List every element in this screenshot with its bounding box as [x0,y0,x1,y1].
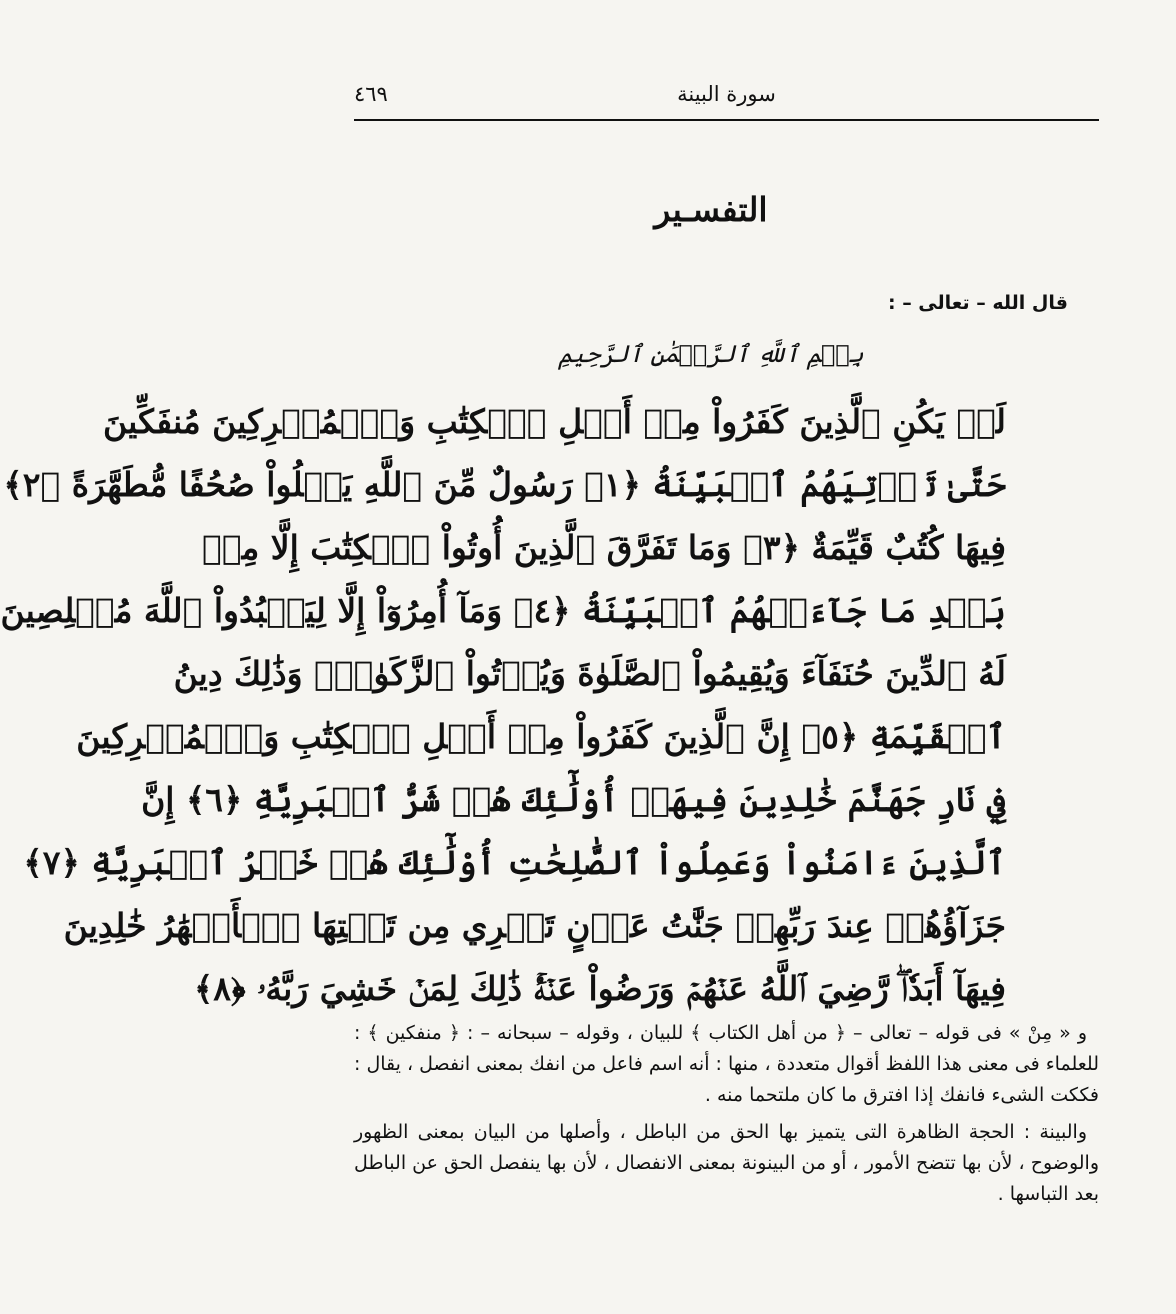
verse-line: فِيهَا كُتُبٌ قَيِّمَةٌ ﴿٣﴾ وَمَا تَفَرَّقَ ٱلَّذِينَ أُوتُواْ ٱلۡكِتَٰبَ إِلَّا مِنۢ [202,528,1006,567]
verse-line: فِيهَآ أَبَدٗاۖ رَّضِيَ ٱللَّهُ عَنۡهُمۡ وَرَضُواْ عَنۡهُۚ ذَٰلِكَ لِمَنۡ خَشِيَ رَبَّهُۥ ﴿٨﴾ [193,969,1006,1008]
header-divider [354,119,1099,121]
commentary-paragraph: و « مِنْ » فى قوله – تعالى – ﴿ من أهل الكتاب ﴾ للبيان ، وقوله – سبحانه – : ﴿ منفكين ﴾ : للعلماء فى معنى هذا اللفظ أقوال متعددة ، منها : أنه اسم فاعل من انفك بمعنى انفصل ، يقال : فككت الشىء فانفك إذا افترق ما كان ملتحما منه . [354,1022,1099,1106]
section-heading: التفسـير [654,190,768,229]
surah-title: سورة البينة [677,82,776,106]
verse-line: حَتَّىٰ تَأۡتِيَهُمُ ٱلۡبَيِّنَةُ ﴿١﴾ رَسُولٌ مِّنَ ٱللَّهِ يَتۡلُواْ صُحُفًا مُّطَهَّرَةً ﴿٢﴾ [3,465,1006,504]
verse-line: جَزَآؤُهُمۡ عِندَ رَبِّهِمۡ جَنَّٰتُ عَدۡنٍ تَجۡرِي مِن تَحۡتِهَا ٱلۡأَنۡهَٰرُ خَٰلِدِينَ [63,906,1006,945]
verse-line: ٱلۡقَيِّمَةِ ﴿٥﴾ إِنَّ ٱلَّذِينَ كَفَرُواْ مِنۡ أَهۡلِ ٱلۡكِتَٰبِ وَٱلۡمُشۡرِكِينَ [76,717,1006,756]
verse-line: ٱلَّذِينَ ءَامَنُواْ وَعَمِلُواْ ٱلصَّٰلِحَٰتِ أُوْلَٰٓئِكَ هُمۡ خَيۡرُ ٱلۡبَرِيَّةِ ﴿٧﴾ [23,843,1006,882]
running-header [354,76,1099,116]
page-number: ٤٦٩ [354,82,388,106]
commentary [354,1018,1099,1216]
verse-line: فِي نَارِ جَهَنَّمَ خَٰلِدِينَ فِيهَآۚ أُوْلَٰٓئِكَ هُمۡ شَرُّ ٱلۡبَرِيَّةِ ﴿٦﴾ إِنَّ [141,780,1006,819]
quran-verses [0,392,1006,1022]
verse-line: لَهُ ٱلدِّينَ حُنَفَآءَ وَيُقِيمُواْ ٱلصَّلَوٰةَ وَيُؤۡتُواْ ٱلزَّكَوٰةَۚ وَذَٰلِكَ دِينُ [173,654,1006,693]
basmala: بِسۡمِ ٱللَّهِ ٱلرَّحۡمَٰنِ ٱلرَّحِيمِ [558,340,864,368]
intro-text: قال الله – تعالى – : [887,292,1068,314]
verse-line: بَعۡدِ مَا جَآءَتۡهُمُ ٱلۡبَيِّنَةُ ﴿٤﴾ وَمَآ أُمِرُوٓاْ إِلَّا لِيَعۡبُدُواْ ٱللَّهَ مُخۡلِصِينَ [0,591,1006,630]
verse-line: لَمۡ يَكُنِ ٱلَّذِينَ كَفَرُواْ مِنۡ أَهۡلِ ٱلۡكِتَٰبِ وَٱلۡمُشۡرِكِينَ مُنفَكِّينَ [102,402,1006,441]
commentary-paragraph: والبينة : الحجة الظاهرة التى يتميز بها الحق من الباطل ، وأصلها من البيان بمعنى الظهور والوضوح ، لأن بها تتضح الأمور ، أو من البينونة بمعنى الانفصال ، لأن بها ينفصل الحق عن الباطل بعد التباسها . [354,1121,1099,1205]
